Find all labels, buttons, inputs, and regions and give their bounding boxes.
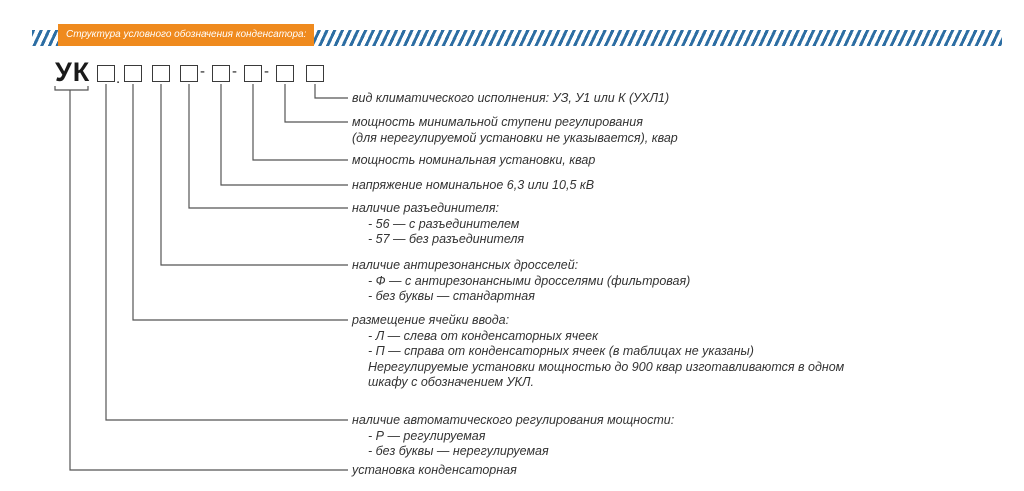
connector-climate — [315, 84, 348, 98]
desc-input-cell: размещение ячейки ввода: - Л — слева от конденсаторных ячеек - П — справа от конденсаторных ячеек (в таблицах не указаны) Нерегулируемые установки мощностью до 900 квар изготавливаются в одном шкафу с обозначением УКЛ. — [352, 313, 845, 389]
desc-nominal-power: мощность номинальная установки, квар — [352, 153, 596, 167]
code-prefix: УК — [55, 57, 91, 87]
desc-antiresonance: наличие антирезонансных дросселей: - Ф — с антирезонансными дросселями (фильтровая) - без буквы — стандартная — [352, 258, 691, 303]
connector-min-step — [285, 84, 348, 122]
code-separator-dash-3: - — [264, 63, 269, 80]
desc-min-step: мощность минимальной ступени регулирования (для нерегулируемой установки не указывается), квар — [352, 115, 678, 145]
connector-prefix-bracket — [55, 86, 88, 90]
code-separator-dash-2: - — [232, 63, 237, 80]
connector-automatic — [106, 84, 348, 420]
desc-climate: вид климатического исполнения: УЗ, У1 или К (УХЛ1) — [352, 91, 670, 105]
desc-disconnector: наличие разъединителя: - 56 — с разъединителем - 57 — без разъединителя — [352, 201, 525, 246]
code-separator-dot: . — [116, 70, 121, 87]
desc-automatic: наличие автоматического регулирования мощности: - Р — регулируемая - без буквы — нерегулируемая — [352, 413, 675, 458]
desc-installation: установка конденсаторная — [352, 463, 517, 477]
connector-installation — [70, 90, 348, 470]
header-title: Структура условного обозначения конденсатора: — [58, 24, 314, 46]
code-separator-dash-1: - — [200, 63, 205, 80]
connector-disconnector — [189, 84, 348, 208]
desc-voltage: напряжение номинальное 6,3 или 10,5 кВ — [352, 178, 595, 192]
connector-input-cell — [133, 84, 348, 320]
